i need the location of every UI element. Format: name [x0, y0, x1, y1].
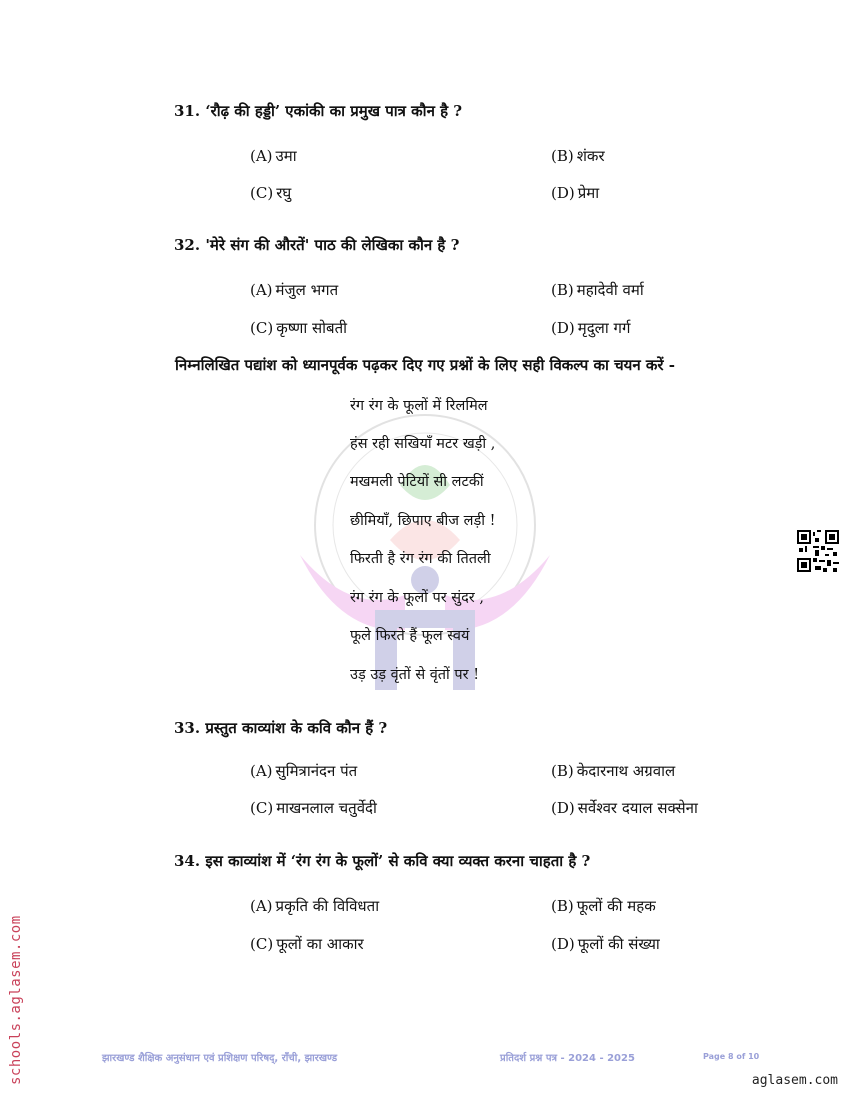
question-34 — [174, 851, 590, 871]
option-label: (D) — [551, 184, 575, 202]
passage-instruction: निम्नलिखित पद्यांश को ध्यानपूर्वक पढ़कर दिए गए प्रश्नों के लिए सही विकल्प का चयन करें - — [174, 356, 675, 374]
footer-paper: प्रतिदर्श प्रश्न पत्र - 2024 - 2025 — [500, 1053, 635, 1064]
question-number: 32. — [174, 236, 201, 254]
q32-option-b — [551, 280, 644, 300]
q33-option-d — [551, 798, 698, 818]
question-text: ‘रौढ़ की हड्डी’ एकांकी का प्रमुख पात्र कौन है ? — [205, 102, 463, 120]
poem-line-3: मखमली पेटियों सी लटकीं — [350, 474, 484, 490]
question-31 — [174, 101, 462, 121]
option-label: (A) — [250, 762, 273, 780]
q33-option-b — [551, 761, 675, 781]
question-text: प्रस्तुत काव्यांश के कवि कौन हैं ? — [205, 719, 388, 737]
option-label: (B) — [551, 897, 574, 915]
option-text: फूलों की महक — [576, 897, 656, 915]
q34-option-b — [551, 896, 656, 916]
question-text: इस काव्यांश में ‘रंग रंग के फूलों’ से कवि क्या व्यक्त करना चाहता है ? — [205, 852, 591, 870]
q33-option-a — [250, 761, 357, 781]
option-text: उमा — [275, 147, 297, 165]
question-32 — [174, 235, 459, 255]
question-number: 33. — [174, 719, 201, 737]
option-text: रघु — [276, 184, 292, 202]
q32-option-d — [551, 318, 630, 338]
option-label: (D) — [551, 799, 575, 817]
option-label: (D) — [551, 935, 575, 953]
side-watermark-url[interactable]: schools.aglasem.com — [8, 915, 24, 1085]
question-number: 31. — [174, 102, 201, 120]
q32-option-a — [250, 280, 338, 300]
option-label: (C) — [250, 184, 274, 202]
q34-option-c — [250, 934, 364, 954]
q33-option-c — [250, 798, 377, 818]
option-text: महादेवी वर्मा — [576, 281, 644, 299]
option-text: मृदुला गर्ग — [577, 319, 631, 337]
option-label: (A) — [250, 147, 273, 165]
option-label: (B) — [551, 281, 574, 299]
poem-line-4: छीमियाँ, छिपाए बीज लड़ी ! — [350, 513, 496, 529]
corner-url[interactable]: aglasem.com — [751, 1073, 838, 1088]
q34-option-a — [250, 896, 379, 916]
q31-option-a — [250, 146, 297, 166]
option-text: माखनलाल चतुर्वेदी — [276, 799, 377, 817]
poem-line-5: फिरती है रंग रंग की तितली — [350, 551, 491, 567]
option-text: सर्वेश्वर दयाल सक्सेना — [577, 799, 698, 817]
option-text: प्रेमा — [577, 184, 600, 202]
option-text: शंकर — [576, 147, 605, 165]
option-text: मंजुल भगत — [275, 281, 339, 299]
option-text: केदारनाथ अग्रवाल — [576, 762, 676, 780]
qr-code[interactable] — [797, 530, 839, 572]
footer-page-number: Page 8 of 10 — [703, 1052, 760, 1061]
option-text: फूलों का आकार — [276, 935, 364, 953]
option-label: (A) — [250, 281, 273, 299]
poem-line-1: रंग रंग के फूलों में रिलमिल — [350, 398, 488, 414]
question-33 — [174, 718, 387, 738]
option-text: प्रकृति की विविधता — [275, 897, 380, 915]
option-text: फूलों की संख्या — [577, 935, 660, 953]
q31-option-d — [551, 183, 599, 203]
option-text: सुमित्रानंदन पंत — [275, 762, 358, 780]
q31-option-c — [250, 183, 291, 203]
q32-option-c — [250, 318, 347, 338]
poem-line-8: उड़ उड़ वृंतों से वृंतों पर ! — [350, 667, 480, 683]
question-text: 'मेरे संग की औरतें' पाठ की लेखिका कौन है ? — [205, 236, 460, 254]
footer-org: झारखण्ड शैक्षिक अनुसंधान एवं प्रशिक्षण परिषद्, राँची, झारखण्ड — [102, 1053, 338, 1064]
option-label: (C) — [250, 799, 274, 817]
option-label: (B) — [551, 147, 574, 165]
q34-option-d — [551, 934, 660, 954]
question-number: 34. — [174, 852, 201, 870]
option-label: (C) — [250, 319, 274, 337]
option-label: (A) — [250, 897, 273, 915]
poem-line-6: रंग रंग के फूलों पर सुंदर , — [350, 590, 484, 606]
option-label: (C) — [250, 935, 274, 953]
poem-line-2: हंस रही सखियाँ मटर खड़ी , — [350, 436, 496, 452]
option-label: (D) — [551, 319, 575, 337]
q31-option-b — [551, 146, 605, 166]
option-text: कृष्णा सोबती — [276, 319, 348, 337]
option-label: (B) — [551, 762, 574, 780]
poem-line-7: फूले फिरते हैं फूल स्वयं — [350, 628, 470, 644]
